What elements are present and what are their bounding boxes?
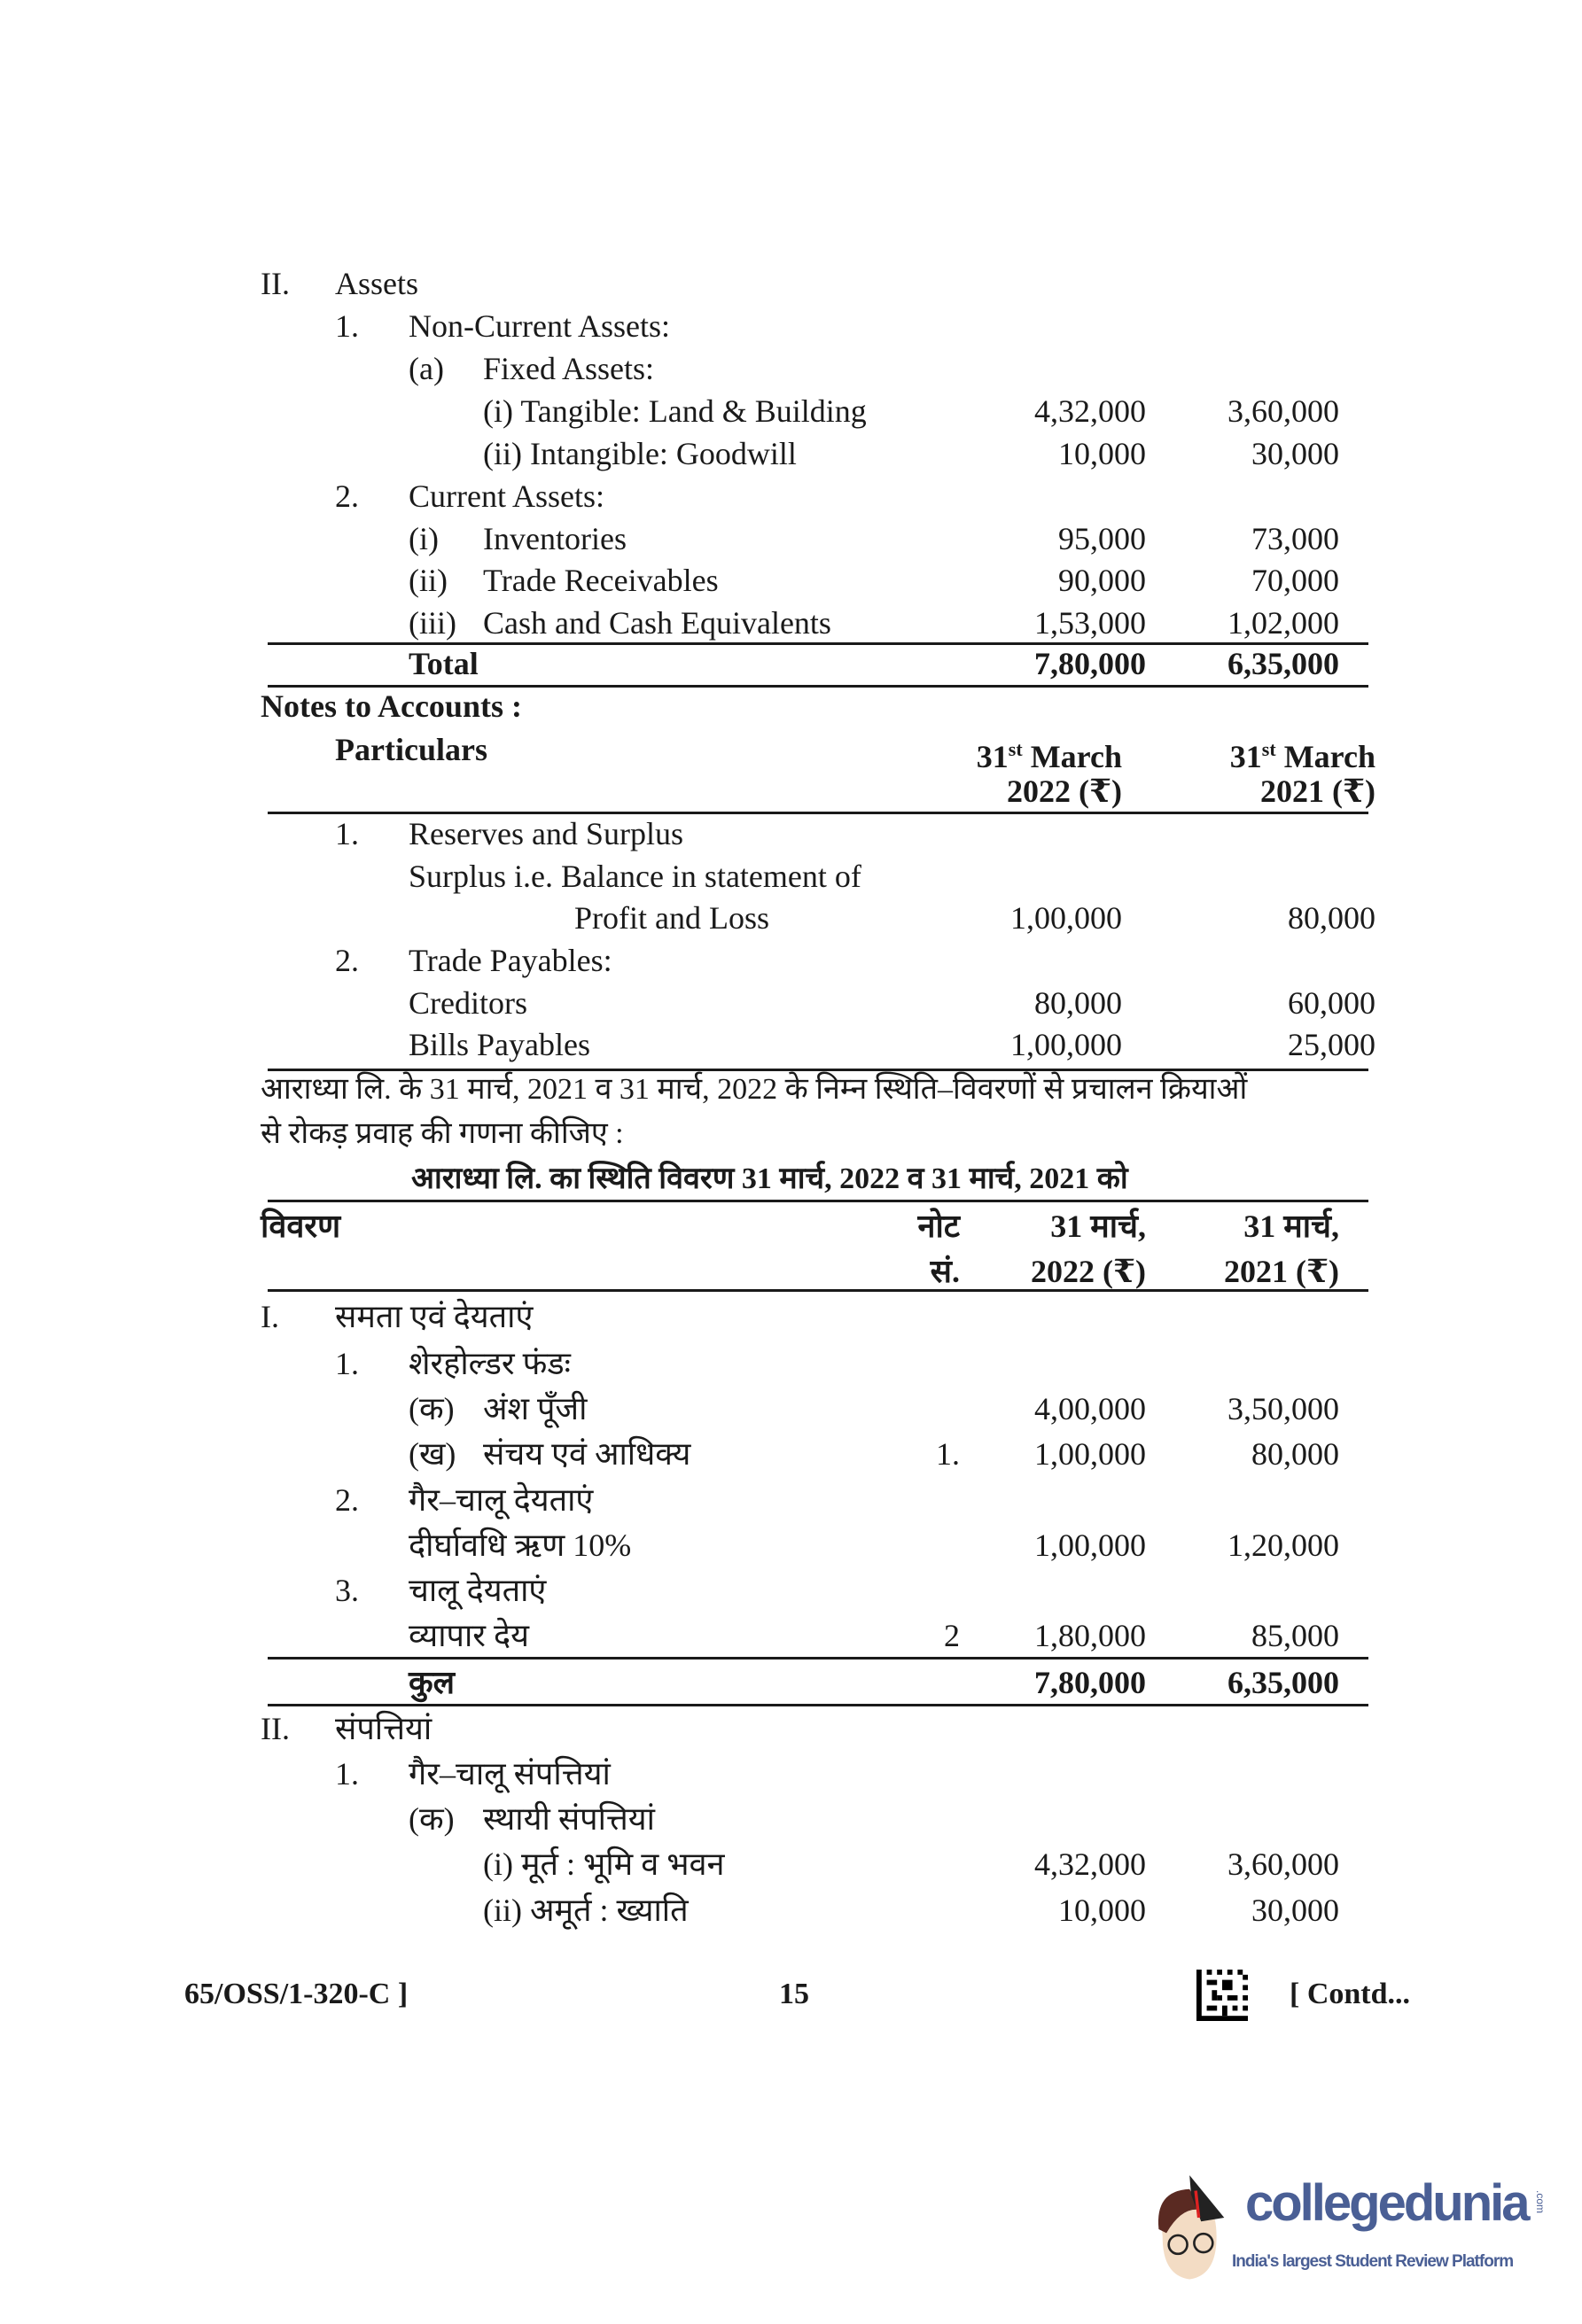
table-title: आराध्या लि. का स्थिति विवरण 31 मार्च, 2022 व 31 मार्च, 2021 को (411, 1162, 1128, 1195)
row-label: (i) Tangible: Land & Building (483, 393, 867, 429)
row-label: अंश पूँजी (483, 1391, 588, 1426)
value-2022: 1,53,000 (1034, 605, 1146, 641)
assets-heading: Assets (335, 266, 419, 301)
value-2021: 73,000 (1251, 521, 1339, 556)
reserves-label: Reserves and Surplus (409, 816, 683, 851)
value-2022: 1,00,000 (1034, 1436, 1146, 1472)
total-2022: 7,80,000 (1034, 646, 1146, 681)
col-header-2022-year: 2022 (₹) (1030, 1254, 1146, 1289)
value-2022: 4,32,000 (1034, 393, 1146, 429)
ordinal: st (1008, 738, 1023, 760)
qr-code-icon (1196, 1970, 1248, 2021)
brand-name: collegedunia (1245, 2174, 1528, 2232)
non-current-assets-label: Non-Current Assets: (409, 308, 670, 344)
item-num: 2. (335, 943, 359, 978)
particulars-header: विवरण (261, 1209, 341, 1244)
surplus-label: Surplus i.e. Balance in statement of (409, 859, 861, 894)
item-num: (iii) (409, 605, 456, 641)
fixed-assets-label: Fixed Assets: (483, 351, 655, 386)
row-label: (ii) अमूर्त : ख्याति (483, 1893, 689, 1928)
col-header-2021 (1230, 732, 1375, 774)
row-label: संचय एवं आधिक्य (483, 1436, 691, 1472)
value-2022: 4,32,000 (1034, 1846, 1146, 1882)
item-num: (ख) (409, 1436, 456, 1472)
row-label: Creditors (409, 985, 527, 1021)
question-line-2: से रोकड़ प्रवाह की गणना कीजिए : (261, 1117, 624, 1150)
value-2022: 10,000 (1058, 1893, 1146, 1928)
trade-payables-label: Trade Payables: (409, 943, 612, 978)
day: 31 (1229, 739, 1262, 774)
item-num: 1. (335, 308, 359, 344)
value-2022: 95,000 (1058, 521, 1146, 556)
total-2021: 6,35,000 (1227, 1665, 1339, 1700)
value-2021: 3,60,000 (1227, 393, 1339, 429)
fixed-assets-label: स्थायी संपत्तियां (483, 1801, 656, 1837)
col-header-2022-year: 2022 (₹) (1006, 773, 1122, 809)
current-assets-label: Current Assets: (409, 478, 604, 514)
divider (268, 685, 1368, 688)
note-ref: 1. (936, 1436, 960, 1472)
note-header: नोट (917, 1209, 960, 1244)
item-num: (a) (409, 351, 444, 386)
item-num: 1. (335, 1346, 359, 1381)
col-header-2021-year: 2021 (₹) (1259, 773, 1375, 809)
item-num: (क) (409, 1391, 455, 1426)
value-2021: 70,000 (1251, 563, 1339, 598)
question-line-1: आराध्या लि. के 31 मार्च, 2021 व 31 मार्च, 2022 के निम्न स्थिति–विवरणों से प्रचालन क्रियाओं (261, 1073, 1248, 1106)
value-2021: 80,000 (1251, 1436, 1339, 1472)
row-label: Inventories (483, 521, 627, 556)
ordinal: st (1261, 738, 1276, 760)
month: March (1022, 739, 1122, 774)
value-2022: 1,00,000 (1034, 1527, 1146, 1563)
shareholders-fund-label: शेरहोल्डर फंडः (409, 1346, 571, 1381)
contd-label: [ Contd... (1290, 1978, 1411, 2010)
item-num: 2. (335, 1482, 359, 1518)
current-liabilities-label: चालू देयताएं (409, 1573, 547, 1608)
divider (268, 1289, 1368, 1292)
row-label: (ii) Intangible: Goodwill (483, 436, 797, 471)
page-number: 15 (779, 1978, 809, 2010)
value-2022: 1,00,000 (1010, 900, 1122, 936)
paper-code: 65/OSS/1-320-C ] (184, 1978, 409, 2010)
row-label: (i) मूर्त : भूमि व भवन (483, 1846, 725, 1882)
item-num: 1. (335, 1756, 359, 1792)
value-2022: 80,000 (1034, 985, 1122, 1021)
item-num: (i) (409, 521, 439, 556)
value-2022: 1,00,000 (1010, 1027, 1122, 1062)
item-num: 1. (335, 816, 359, 851)
col-header-2022 (977, 732, 1122, 774)
value-2021: 30,000 (1251, 436, 1339, 471)
value-2021: 3,60,000 (1227, 1846, 1339, 1882)
divider (268, 642, 1368, 645)
col-header-2022: 31 मार्च, (1050, 1209, 1146, 1244)
value-2021: 25,000 (1288, 1027, 1375, 1062)
profit-loss-label: Profit and Loss (574, 900, 769, 936)
roman-i: I. (261, 1299, 279, 1334)
brand-tagline: India's largest Student Review Platform (1232, 2252, 1514, 2271)
item-num: 3. (335, 1573, 359, 1608)
divider (268, 812, 1368, 814)
total-label: कुल (409, 1665, 456, 1700)
mascot-icon (1143, 2167, 1232, 2291)
value-2022: 10,000 (1058, 436, 1146, 471)
item-num: 2. (335, 478, 359, 514)
notes-title: Notes to Accounts : (261, 688, 522, 724)
value-2022: 90,000 (1058, 563, 1146, 598)
total-2021: 6,35,000 (1227, 646, 1339, 681)
note-ref: 2 (944, 1618, 960, 1653)
divider (268, 1069, 1368, 1071)
divider (268, 1657, 1368, 1659)
divider (268, 1704, 1368, 1706)
total-label: Total (409, 646, 479, 681)
value-2022: 1,80,000 (1034, 1618, 1146, 1653)
equity-heading: समता एवं देयताएं (335, 1299, 534, 1334)
assets-heading: संपत्तियां (335, 1711, 433, 1746)
value-2021: 1,02,000 (1227, 605, 1339, 641)
roman-ii: II. (261, 1711, 290, 1746)
roman-ii: II. (261, 266, 290, 301)
row-label: Bills Payables (409, 1027, 590, 1062)
value-2021: 1,20,000 (1227, 1527, 1339, 1563)
item-num: (ii) (409, 563, 448, 598)
day: 31 (976, 739, 1009, 774)
row-label: दीर्घावधि ऋण 10% (409, 1527, 632, 1563)
value-2022: 4,00,000 (1034, 1391, 1146, 1426)
collegedunia-logo (1143, 2167, 1560, 2291)
value-2021: 60,000 (1288, 985, 1375, 1021)
item-num: (क) (409, 1801, 455, 1837)
row-label: Cash and Cash Equivalents (483, 605, 831, 641)
col-header-2021: 31 मार्च, (1243, 1209, 1339, 1244)
month: March (1275, 739, 1375, 774)
total-2022: 7,80,000 (1034, 1665, 1146, 1700)
particulars-header: Particulars (335, 732, 487, 767)
value-2021: 3,50,000 (1227, 1391, 1339, 1426)
row-label: व्यापार देय (409, 1618, 530, 1653)
non-current-liabilities-label: गैर–चालू देयताएं (409, 1482, 594, 1518)
col-header-2021-year: 2021 (₹) (1223, 1254, 1339, 1289)
divider (268, 1200, 1368, 1202)
value-2021: 30,000 (1251, 1893, 1339, 1928)
row-label: Trade Receivables (483, 563, 719, 598)
value-2021: 85,000 (1251, 1618, 1339, 1653)
value-2021: 80,000 (1288, 900, 1375, 936)
non-current-assets-label: गैर–चालू संपत्तियां (409, 1756, 611, 1792)
note-header-2: सं. (930, 1254, 960, 1289)
brand-suffix: .com (1534, 2190, 1547, 2214)
